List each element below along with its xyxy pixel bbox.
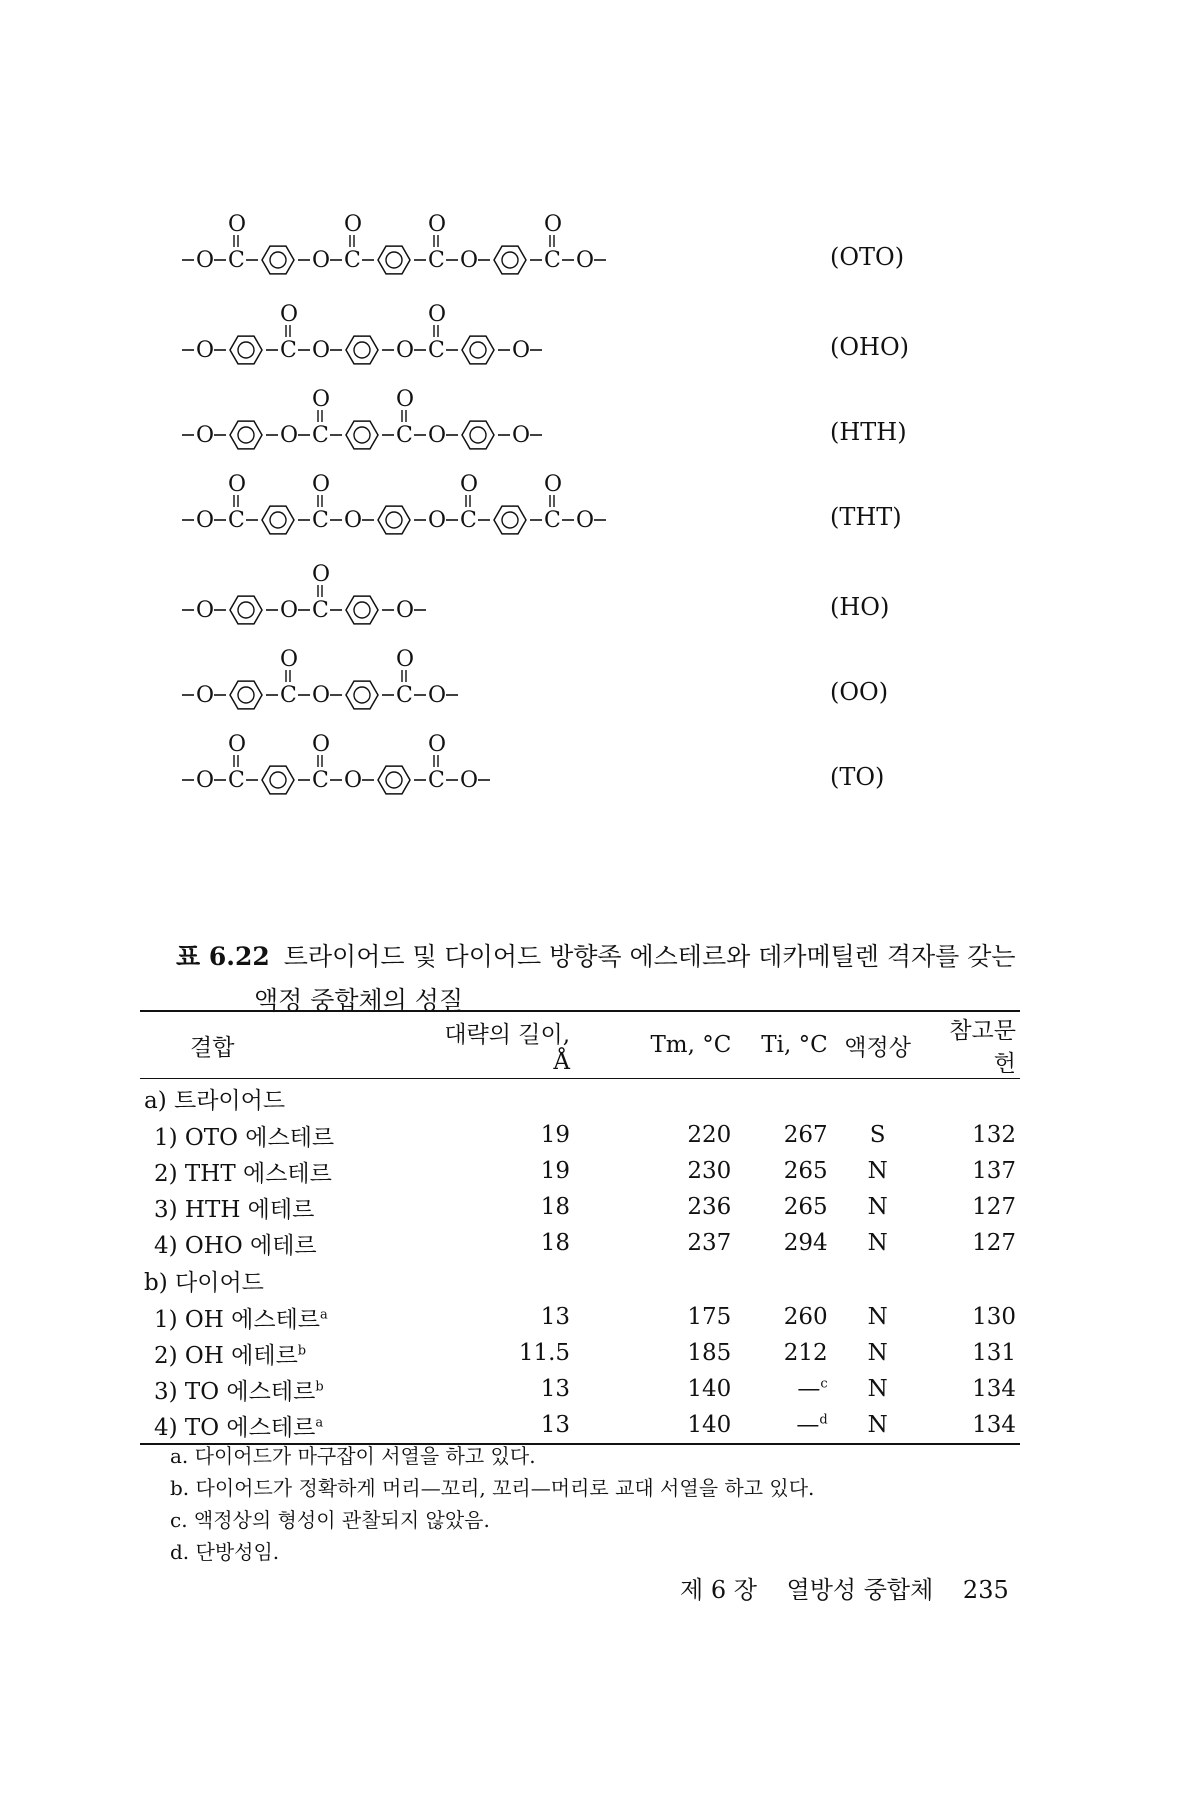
svg-text:O: O <box>196 248 215 273</box>
row-length-text: 11.5 <box>518 1340 571 1366</box>
row-name <box>140 1371 421 1407</box>
row-phase-text: N <box>867 1230 888 1256</box>
row-ti-text: 212 <box>783 1340 828 1366</box>
row-length-text: 18 <box>540 1230 571 1256</box>
row-length-text: 13 <box>540 1412 571 1438</box>
table-row <box>140 1225 1020 1261</box>
svg-text:O: O <box>576 508 595 533</box>
row-name <box>140 1153 421 1189</box>
row-name <box>140 1117 421 1153</box>
row-tm-text: 220 <box>687 1122 732 1148</box>
row-tm <box>615 1335 735 1371</box>
svg-text:C: C <box>312 508 329 533</box>
row-ref <box>924 1153 1020 1189</box>
row-phase-text: N <box>867 1158 888 1184</box>
svg-text:O: O <box>228 472 247 497</box>
row-phase-text: N <box>867 1340 888 1366</box>
svg-text:O: O <box>196 683 215 708</box>
svg-text:O: O <box>312 732 331 757</box>
row-tm-text: 185 <box>687 1340 732 1366</box>
row-ref <box>924 1189 1020 1225</box>
row-tm-text: 140 <box>687 1376 732 1402</box>
row-name-footnote-mark: a <box>320 1306 328 1322</box>
table-row <box>140 1153 1020 1189</box>
row-ti-text: — <box>796 1412 820 1438</box>
svg-text:C: C <box>280 338 297 363</box>
svg-text:C: C <box>344 248 361 273</box>
row-tm <box>615 1153 735 1189</box>
row-length <box>421 1371 615 1407</box>
row-name-footnote-mark: b <box>297 1342 307 1358</box>
section-title: a) 트라이어드 <box>144 1087 286 1114</box>
row-phase <box>832 1225 924 1261</box>
row-ti <box>735 1335 831 1371</box>
table-body <box>140 1079 1020 1445</box>
svg-text:C: C <box>312 423 329 448</box>
row-name-text: 1) OH 에스테르 <box>154 1306 321 1333</box>
svg-text:O: O <box>428 302 447 327</box>
row-ref <box>924 1225 1020 1261</box>
row-ref-text: 132 <box>972 1122 1016 1148</box>
formula-5 <box>180 555 740 635</box>
row-phase-text: N <box>867 1376 888 1402</box>
svg-text:O: O <box>544 472 563 497</box>
table-row <box>140 1371 1020 1407</box>
row-phase <box>832 1407 924 1444</box>
svg-text:C: C <box>544 508 561 533</box>
formula-structure <box>180 725 740 805</box>
row-ref-text: 134 <box>972 1376 1016 1402</box>
footnote-b: b. 다이어드가 정확하게 머리—꼬리, 꼬리—머리로 교대 서열을 하고 있다. <box>170 1476 815 1500</box>
formula-label: (THT) <box>830 503 902 531</box>
row-name-footnote-mark: a <box>315 1414 324 1430</box>
svg-text:O: O <box>312 562 331 587</box>
row-ref-text: 134 <box>972 1412 1016 1438</box>
formula-7 <box>180 725 740 805</box>
svg-text:O: O <box>428 423 447 448</box>
row-phase <box>832 1335 924 1371</box>
svg-text:O: O <box>312 387 331 412</box>
row-length-text: 13 <box>540 1304 571 1330</box>
svg-text:C: C <box>228 508 245 533</box>
row-name-footnote-mark: b <box>315 1378 324 1394</box>
row-length <box>421 1117 615 1153</box>
svg-text:O: O <box>428 508 447 533</box>
svg-text:O: O <box>312 683 331 708</box>
table-number: 표 6.22 <box>176 942 270 971</box>
header-bond: 결합 <box>190 1034 235 1061</box>
svg-text:O: O <box>344 768 363 793</box>
row-tm-text: 236 <box>687 1194 732 1220</box>
table-footnotes <box>170 1440 814 1568</box>
svg-text:O: O <box>228 732 247 757</box>
header-ti: Ti, °C <box>761 1032 828 1058</box>
row-ref <box>924 1299 1020 1335</box>
svg-text:O: O <box>312 338 331 363</box>
svg-text:O: O <box>396 387 415 412</box>
table-row <box>140 1299 1020 1335</box>
caption-line-2: 액정 중합체의 성질 <box>254 986 464 1015</box>
row-ref-text: 130 <box>972 1304 1016 1330</box>
svg-text:O: O <box>396 338 415 363</box>
formula-structure <box>180 205 740 285</box>
row-phase <box>832 1371 924 1407</box>
svg-text:O: O <box>396 647 415 672</box>
svg-text:O: O <box>228 212 247 237</box>
row-length <box>421 1153 615 1189</box>
row-name <box>140 1189 421 1225</box>
row-phase <box>832 1299 924 1335</box>
svg-text:O: O <box>280 302 299 327</box>
row-ti-footnote-mark: d <box>819 1412 828 1428</box>
svg-text:O: O <box>280 598 299 623</box>
svg-text:C: C <box>396 683 413 708</box>
row-length-text: 18 <box>540 1194 571 1220</box>
row-ti-text: 260 <box>783 1304 828 1330</box>
table-row <box>140 1335 1020 1371</box>
header-tm: Tm, °C <box>650 1032 732 1058</box>
svg-text:O: O <box>428 212 447 237</box>
section-title: b) 다이어드 <box>144 1269 264 1296</box>
table-header-row <box>140 1011 1020 1079</box>
svg-text:C: C <box>228 248 245 273</box>
row-phase-text: N <box>867 1304 888 1330</box>
row-ti-footnote-mark: c <box>820 1376 828 1392</box>
formula-structure <box>180 555 740 635</box>
svg-text:C: C <box>312 768 329 793</box>
row-tm-text: 230 <box>687 1158 732 1184</box>
row-name-text: 2) THT 에스테르 <box>154 1160 332 1187</box>
row-phase <box>832 1189 924 1225</box>
formula-label: (TO) <box>830 763 885 791</box>
row-name-text: 4) OHO 에테르 <box>154 1232 317 1259</box>
row-tm <box>615 1407 735 1444</box>
formula-4 <box>180 465 740 545</box>
formula-2 <box>180 295 740 375</box>
row-tm <box>615 1225 735 1261</box>
row-tm-text: 175 <box>687 1304 732 1330</box>
row-ti-text: 265 <box>783 1194 828 1220</box>
svg-text:O: O <box>196 423 215 448</box>
row-length <box>421 1189 615 1225</box>
svg-text:C: C <box>544 248 561 273</box>
formula-6 <box>180 640 740 720</box>
formula-structure <box>180 465 740 545</box>
row-phase <box>832 1153 924 1189</box>
svg-text:O: O <box>280 423 299 448</box>
footnote-c: c. 액정상의 형성이 관찰되지 않았음. <box>170 1508 490 1532</box>
svg-text:O: O <box>460 472 479 497</box>
row-ti-text: 267 <box>783 1122 828 1148</box>
svg-text:O: O <box>196 338 215 363</box>
row-ref <box>924 1335 1020 1371</box>
formula-label: (OO) <box>830 678 889 706</box>
row-ti <box>735 1225 831 1261</box>
row-ti-text: 265 <box>783 1158 828 1184</box>
row-tm-text: 140 <box>687 1412 732 1438</box>
formula-1 <box>180 205 740 285</box>
row-name-text: 2) OH 에테르 <box>154 1342 298 1369</box>
svg-text:O: O <box>196 598 215 623</box>
table-row <box>140 1189 1020 1225</box>
caption-line-1: 트라이어드 및 다이어드 방향족 에스테르와 데카메틸렌 격자를 갖는 <box>283 942 1016 971</box>
svg-text:O: O <box>196 768 215 793</box>
row-tm-text: 237 <box>687 1230 732 1256</box>
svg-text:C: C <box>428 768 445 793</box>
svg-text:C: C <box>280 683 297 708</box>
page-footer <box>680 1570 1031 1605</box>
formula-structure <box>180 295 740 375</box>
properties-table <box>140 1010 1020 1445</box>
row-ti-text: — <box>797 1376 821 1402</box>
row-ref-text: 127 <box>972 1230 1016 1256</box>
row-ref <box>924 1371 1020 1407</box>
svg-text:C: C <box>428 338 445 363</box>
row-ti <box>735 1189 831 1225</box>
table-row <box>140 1117 1020 1153</box>
formula-3 <box>180 380 740 460</box>
svg-text:O: O <box>344 212 363 237</box>
table-section-row <box>140 1079 1020 1118</box>
svg-text:O: O <box>460 768 479 793</box>
formula-label: (OHO) <box>830 333 910 361</box>
row-length <box>421 1335 615 1371</box>
row-name-text: 1) OTO 에스테르 <box>154 1124 335 1151</box>
footer-title: 열방성 중합체 <box>786 1576 934 1604</box>
row-tm <box>615 1117 735 1153</box>
row-name <box>140 1299 421 1335</box>
svg-text:O: O <box>460 248 479 273</box>
svg-text:C: C <box>460 508 477 533</box>
row-phase-text: N <box>867 1194 888 1220</box>
row-ti <box>735 1299 831 1335</box>
row-ti <box>735 1153 831 1189</box>
row-tm <box>615 1371 735 1407</box>
row-ref <box>924 1117 1020 1153</box>
formula-structure <box>180 640 740 720</box>
svg-text:O: O <box>428 732 447 757</box>
svg-text:O: O <box>396 598 415 623</box>
row-name-text: 4) TO 에스테르 <box>154 1414 316 1441</box>
svg-text:O: O <box>312 472 331 497</box>
row-name <box>140 1335 421 1371</box>
row-length <box>421 1225 615 1261</box>
row-length <box>421 1407 615 1444</box>
footer-chapter: 제 6 장 <box>680 1576 757 1604</box>
svg-text:O: O <box>344 508 363 533</box>
row-ti <box>735 1117 831 1153</box>
row-name <box>140 1225 421 1261</box>
row-length-text: 13 <box>540 1376 571 1402</box>
svg-text:C: C <box>396 423 413 448</box>
row-tm <box>615 1299 735 1335</box>
svg-text:O: O <box>428 683 447 708</box>
row-length-text: 19 <box>540 1122 571 1148</box>
row-phase-text: N <box>867 1412 888 1438</box>
formula-label: (HO) <box>830 593 890 621</box>
row-ref-text: 127 <box>972 1194 1016 1220</box>
page-number: 235 <box>962 1576 1009 1604</box>
footnote-a: a. 다이어드가 마구잡이 서열을 하고 있다. <box>170 1444 536 1468</box>
row-phase <box>832 1117 924 1153</box>
header-length: 대략의 길이, Å <box>444 1021 571 1075</box>
row-length <box>421 1299 615 1335</box>
formula-structure <box>180 380 740 460</box>
row-ref-text: 131 <box>972 1340 1016 1366</box>
formula-label: (OTO) <box>830 243 905 271</box>
svg-text:O: O <box>512 423 531 448</box>
table-section-row <box>140 1261 1020 1299</box>
svg-text:O: O <box>196 508 215 533</box>
row-ref-text: 137 <box>972 1158 1016 1184</box>
row-ti-text: 294 <box>783 1230 828 1256</box>
row-ti <box>735 1407 831 1444</box>
footnote-d: d. 단방성임. <box>170 1540 280 1564</box>
svg-text:O: O <box>576 248 595 273</box>
header-ref: 참고문헌 <box>949 1018 1016 1077</box>
svg-text:O: O <box>280 647 299 672</box>
row-name-text: 3) TO 에스테르 <box>154 1378 316 1405</box>
row-name-text: 3) HTH 에테르 <box>154 1196 315 1223</box>
row-name <box>140 1407 421 1444</box>
svg-text:O: O <box>544 212 563 237</box>
svg-text:O: O <box>512 338 531 363</box>
row-ref <box>924 1407 1020 1444</box>
svg-text:C: C <box>312 598 329 623</box>
svg-text:O: O <box>312 248 331 273</box>
formula-label: (HTH) <box>830 418 907 446</box>
row-phase-text: S <box>869 1122 886 1148</box>
row-length-text: 19 <box>540 1158 571 1184</box>
svg-text:C: C <box>428 248 445 273</box>
row-tm <box>615 1189 735 1225</box>
table-row <box>140 1407 1020 1444</box>
row-ti <box>735 1371 831 1407</box>
header-phase: 액정상 <box>844 1034 911 1061</box>
svg-text:C: C <box>228 768 245 793</box>
